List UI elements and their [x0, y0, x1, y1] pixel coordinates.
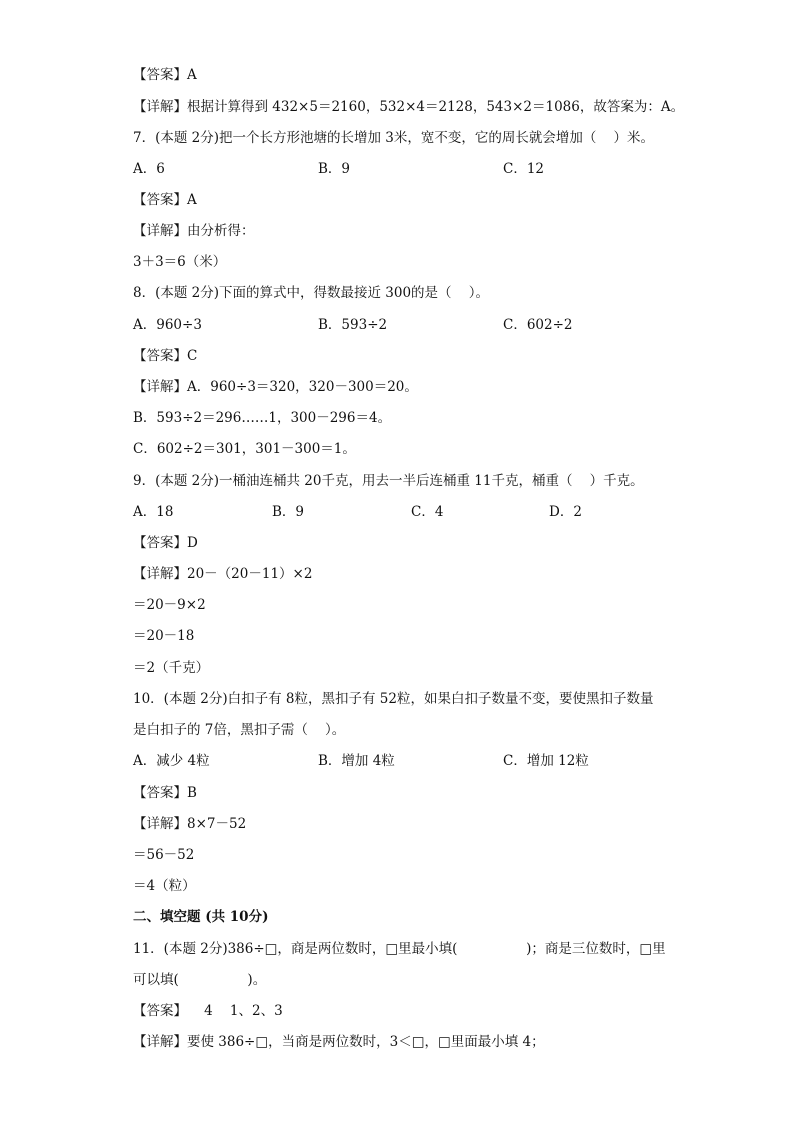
q8-option-c: C．602÷2: [503, 317, 573, 333]
q7-detail-line: 【详解】由分析得：: [133, 223, 255, 239]
q9-option-b: B．9: [272, 504, 305, 520]
section-heading: 二、填空题 (共 10分): [133, 909, 269, 925]
q7-option-b: B．9: [318, 161, 351, 177]
q8-option-b: B．593÷2: [318, 317, 388, 333]
q9-stem: 9．(本题 2分)一桶油连桶共 20千克，用去一半后连桶重 11千克，桶重（ ）千克。: [133, 473, 644, 489]
q8-detail-line: 【详解】A．960÷3＝320，320－300＝20。: [133, 379, 418, 395]
q9-detail-line: ＝20－9×2: [133, 597, 206, 613]
q7-option-c: C．12: [503, 161, 545, 177]
q8-detail-line: B．593÷2＝296……1，300－296＝4。: [133, 410, 392, 426]
q8-answer: 【答案】C: [133, 348, 198, 364]
q10-detail-line: 【详解】8×7－52: [133, 816, 247, 832]
q10-option-a: A．减少 4粒: [133, 753, 210, 769]
q10-option-b: B．增加 4粒: [318, 753, 395, 769]
q10-stem-line: 是白扣子的 7倍，黑扣子需（ ）。: [133, 722, 346, 738]
q6-detail: 【详解】根据计算得到 432×5＝2160，532×4＝2128，543×2＝1086，故答案为：A。: [133, 99, 685, 115]
q9-option-d: D．2: [549, 504, 582, 520]
q11-detail: 【详解】要使 386÷□，当商是两位数时，3＜□，□里面最小填 4；: [133, 1034, 545, 1050]
q9-answer: 【答案】D: [133, 535, 198, 551]
q10-answer: 【答案】B: [133, 785, 197, 801]
q10-detail-line: ＝4（粒）: [133, 878, 196, 894]
q9-option-c: C．4: [411, 504, 444, 520]
q11-stem-line: 可以填( )。: [133, 972, 267, 988]
q9-detail-line: ＝2（千克）: [133, 660, 210, 676]
q10-stem-line: 10．(本题 2分)白扣子有 8粒，黑扣子有 52粒，如果白扣子数量不变，要使黑扣子数量: [133, 691, 654, 707]
q7-option-a: A．6: [133, 161, 165, 177]
q9-option-a: A．18: [133, 504, 174, 520]
q11-answer: 【答案】 4 1、2、3: [133, 1003, 283, 1019]
q8-option-a: A．960÷3: [133, 317, 202, 333]
q9-detail-line: ＝20－18: [133, 628, 195, 644]
q10-option-c: C．增加 12粒: [503, 753, 589, 769]
q11-stem-line: 11．(本题 2分)386÷□，商是两位数时，□里最小填( )；商是三位数时，□里: [133, 941, 666, 957]
q7-stem: 7．(本题 2分)把一个长方形池塘的长增加 3米，宽不变，它的周长就会增加（ ）米。: [133, 130, 655, 146]
q10-detail-line: ＝56－52: [133, 847, 195, 863]
q6-answer: 【答案】A: [133, 67, 197, 83]
q7-answer: 【答案】A: [133, 192, 197, 208]
q7-detail-line: 3＋3＝6（米）: [133, 254, 227, 270]
q8-detail-line: C．602÷2＝301，301－300＝1。: [133, 441, 356, 457]
q8-stem: 8．(本题 2分)下面的算式中，得数最接近 300的是（ ）。: [133, 285, 489, 301]
q9-detail-line: 【详解】20－（20－11）×2: [133, 566, 313, 582]
